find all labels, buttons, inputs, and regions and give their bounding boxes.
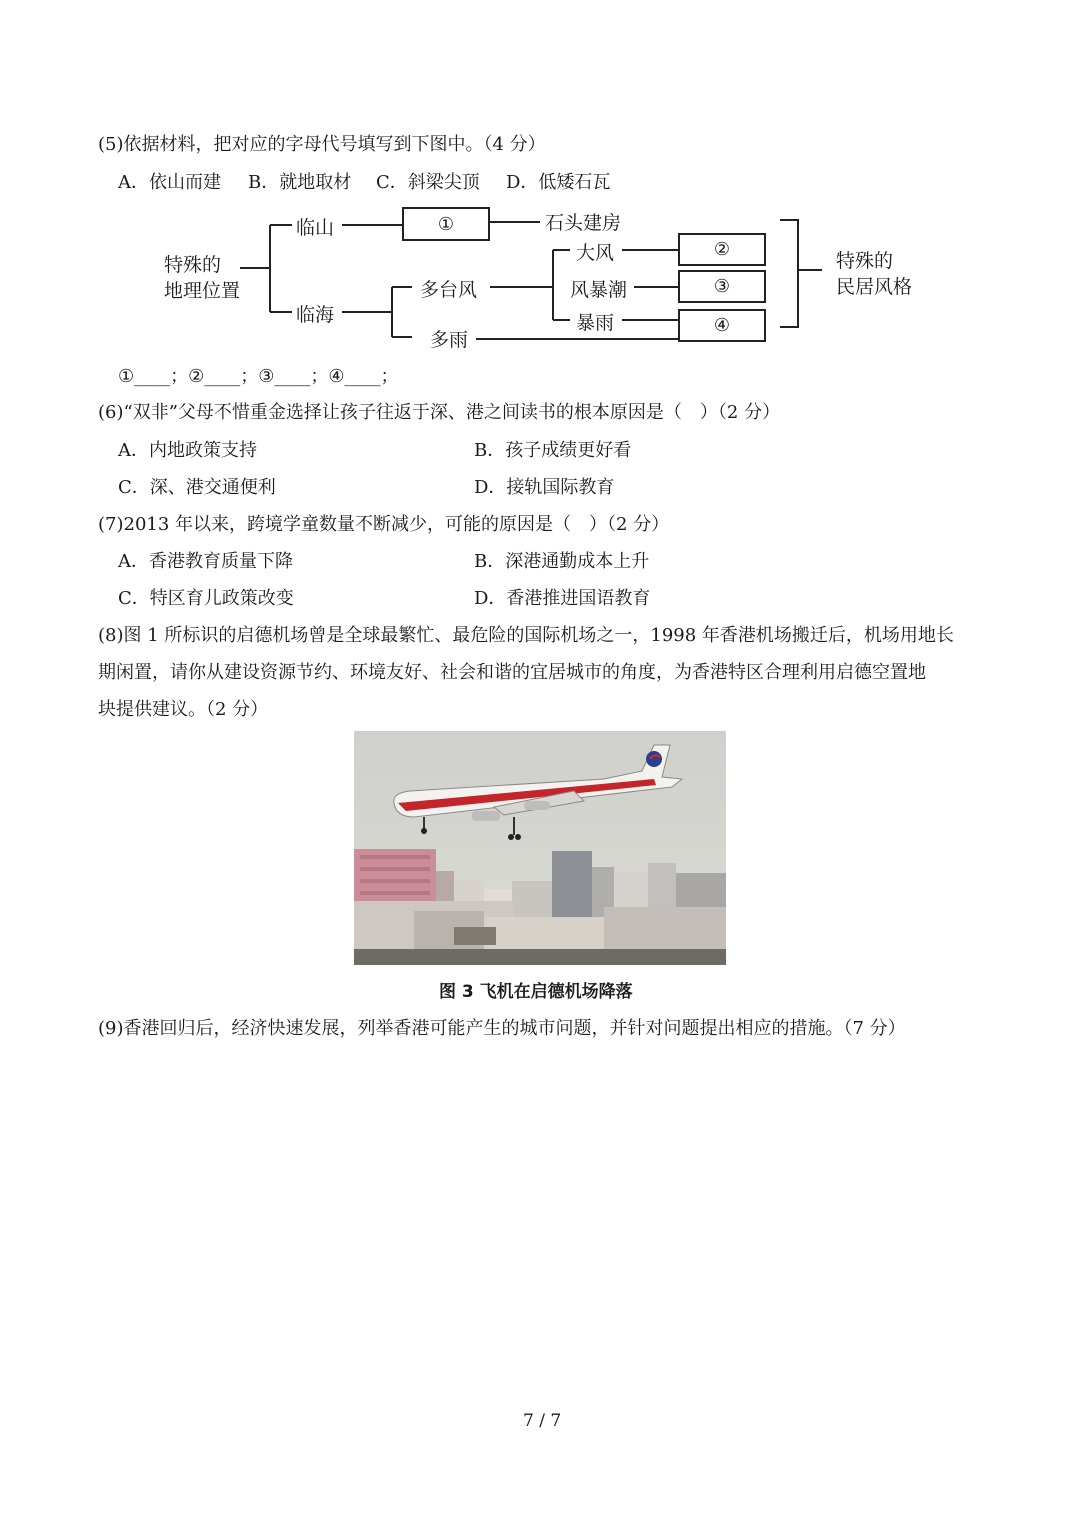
diagram-answer-box-1: ①: [402, 207, 490, 241]
diagram-node-linshan: 临山: [296, 217, 335, 239]
q8-stem-line2: 期闲置，请你从建设资源节约、环境友好、社会和谐的宜居城市的角度，为香港特区合理利用启德空置地: [98, 662, 926, 683]
q6-option-b: B．孩子成绩更好看: [474, 440, 632, 461]
q6-stem: (6)“双非”父母不惜重金选择让孩子往返于深、港之间读书的根本原因是（ ）（2 分）: [98, 402, 781, 423]
q8-stem-line3: 块提供建议。（2 分）: [98, 699, 269, 720]
diagram-right-label-line1: 特殊的: [836, 250, 894, 272]
q9-stem: (9)香港回归后，经济快速发展，列举香港可能产生的城市问题，并针对问题提出相应的措施。（7 分）: [98, 1018, 906, 1039]
diagram-node-linhai: 临海: [296, 304, 335, 326]
q5-stem: (5)依据材料，把对应的字母代号填写到下图中。（4 分）: [98, 134, 546, 155]
q7-option-a: A．香港教育质量下降: [118, 551, 293, 572]
diagram-node-duoyu: 多雨: [430, 329, 469, 351]
q5-option-a: A．依山而建: [118, 172, 221, 193]
q7-stem: (7)2013 年以来，跨境学童数量不断减少，可能的原因是（ ）（2 分）: [98, 514, 670, 535]
q6-option-c: C．深、港交通便利: [118, 477, 276, 498]
diagram-connectors: [0, 0, 1080, 360]
q7-option-c: C．特区育儿政策改变: [118, 588, 294, 609]
q7-option-d: D．香港推进国语教育: [474, 588, 651, 609]
diagram-right-label-line2: 民居风格: [836, 276, 913, 298]
diagram-answer-box-2: ②: [678, 233, 766, 266]
diagram-left-label-line1: 特殊的: [164, 254, 222, 276]
figure-caption: 图 3 飞机在启德机场降落: [439, 982, 633, 1002]
diagram-answer-box-3: ③: [678, 270, 766, 303]
diagram-node-baoyu: 暴雨: [576, 312, 615, 334]
diagram-node-fengbaochao: 风暴潮: [570, 279, 628, 301]
diagram-node-stone-house: 石头建房: [545, 212, 622, 234]
q5-option-b: B．就地取材: [248, 172, 352, 193]
diagram-left-label-line2: 地理位置: [164, 280, 241, 302]
q8-stem-line1: (8)图 1 所标识的启德机场曾是全球最繁忙、最危险的国际机场之一，1998 年香港机场搬迁后，机场用地长: [98, 625, 954, 646]
q5-option-c: C．斜梁尖顶: [376, 172, 480, 193]
airplane-photo: [354, 731, 726, 965]
diagram-answer-box-4: ④: [678, 309, 766, 342]
q5-option-d: D．低矮石瓦: [506, 172, 611, 193]
q6-option-a: A．内地政策支持: [118, 440, 257, 461]
q5-answer-blanks: ①____；②____；③____；④____；: [118, 366, 399, 387]
diagram-node-dafeng: 大风: [576, 242, 615, 264]
page-number: 7 / 7: [523, 1411, 562, 1431]
q6-option-d: D．接轨国际教育: [474, 477, 615, 498]
diagram-node-duotaifeng: 多台风: [420, 279, 478, 301]
q7-option-b: B．深港通勤成本上升: [474, 551, 650, 572]
